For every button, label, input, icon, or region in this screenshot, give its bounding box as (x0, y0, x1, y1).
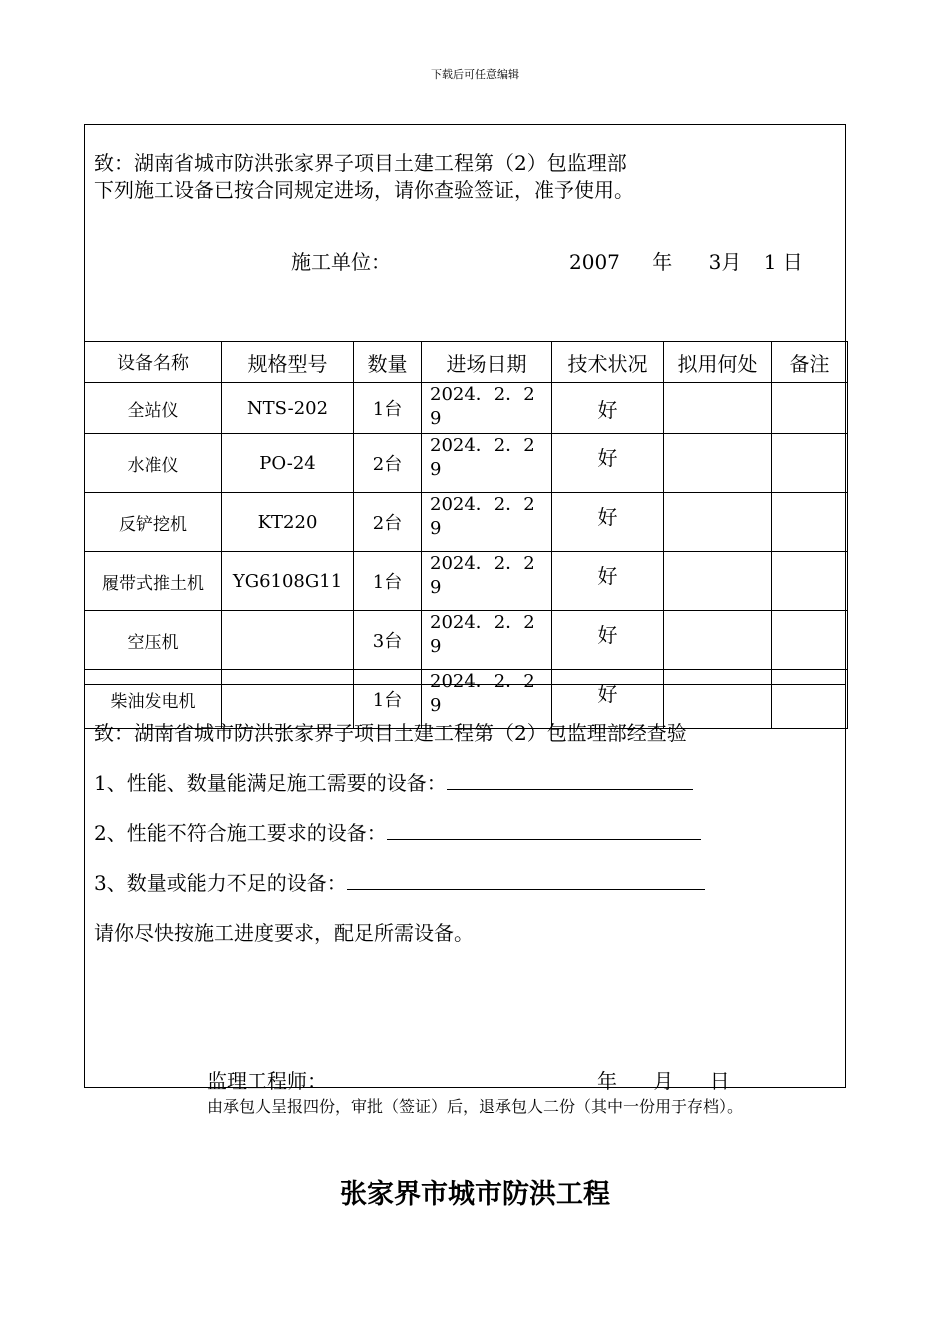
cell-note (772, 434, 848, 493)
equipment-entry-form (84, 124, 846, 1093)
review-item-1 (94, 767, 693, 796)
review-addressee-line: 致：湖南省城市防洪张家界子项目土建工程第（2）包监理部经查验 (94, 721, 687, 745)
header-model: 规格型号 (222, 342, 354, 383)
cell-use (664, 383, 772, 434)
table-row (85, 383, 848, 434)
cell-status: 好 (552, 611, 664, 670)
cell-note (772, 552, 848, 611)
cell-qty: 1台 (354, 670, 422, 729)
table-row (85, 552, 848, 611)
review-item-1-blank[interactable] (447, 769, 693, 790)
table-row (85, 493, 848, 552)
review-item-3-blank[interactable] (347, 869, 705, 890)
sign-year: 年 (597, 1069, 617, 1093)
cell-date: 2024．2．29 (422, 670, 552, 729)
header-status: 技术状况 (552, 342, 664, 383)
review-item-2-label: 2、性能不符合施工要求的设备： (94, 821, 387, 845)
cell-name: 空压机 (85, 611, 222, 670)
construction-unit-label: 施工单位： (291, 250, 391, 274)
sign-day: 日 (709, 1069, 730, 1093)
cell-name: 反铲挖机 (85, 493, 222, 552)
cell-status: 好 (552, 434, 664, 493)
cell-name: 履带式推土机 (85, 552, 222, 611)
table-row (85, 611, 848, 670)
submission-footnote: 由承包人呈报四份，审批（签证）后，退承包人二份（其中一份用于存档）。 (206, 1097, 743, 1116)
cell-note (772, 493, 848, 552)
header-qty: 数量 (354, 342, 422, 383)
addressee-line: 致：湖南省城市防洪张家界子项目土建工程第（2）包监理部 (94, 151, 627, 175)
cell-use (664, 434, 772, 493)
header-note: 下载后可任意编辑 (431, 68, 519, 81)
cell-status: 好 (552, 670, 664, 729)
review-item-2 (94, 817, 701, 846)
cell-model (222, 611, 354, 670)
cell-date: 2024．2．29 (422, 611, 552, 670)
review-request-line: 请你尽快按施工进度要求，配足所需设备。 (94, 921, 474, 945)
header-name: 设备名称 (85, 342, 222, 383)
review-item-2-blank[interactable] (387, 819, 701, 840)
cell-note (772, 383, 848, 434)
equipment-table (84, 341, 848, 729)
cell-use (664, 552, 772, 611)
cell-name: 柴油发电机 (85, 670, 222, 729)
cell-model: KT220 (222, 493, 354, 552)
submission-date (569, 246, 803, 275)
request-line: 下列施工设备已按合同规定进场，请你查验签证，准予使用。 (94, 178, 634, 202)
cell-status: 好 (552, 552, 664, 611)
review-item-3 (94, 867, 705, 896)
cell-model: NTS-202 (222, 383, 354, 434)
cell-name: 全站仪 (85, 383, 222, 434)
form-bottom-section (85, 684, 845, 1093)
cell-note (772, 611, 848, 670)
date-year: 2007 (569, 250, 620, 274)
cell-qty: 2台 (354, 434, 422, 493)
cell-model: PO-24 (222, 434, 354, 493)
form-top-section (85, 125, 845, 341)
header-use: 拟用何处 (664, 342, 772, 383)
cell-date: 2024．2．29 (422, 434, 552, 493)
cell-name: 水准仪 (85, 434, 222, 493)
review-item-1-label: 1、性能、数量能满足施工需要的设备： (94, 771, 447, 795)
cell-use (664, 493, 772, 552)
cell-qty: 3台 (354, 611, 422, 670)
cell-date: 2024．2．29 (422, 383, 552, 434)
cell-date: 2024．2．29 (422, 552, 552, 611)
cell-qty: 1台 (354, 552, 422, 611)
date-day: 1 日 (763, 250, 803, 274)
review-item-3-label: 3、数量或能力不足的设备： (94, 871, 347, 895)
cell-status: 好 (552, 493, 664, 552)
sign-month: 月 (653, 1069, 674, 1093)
project-title: 张家界市城市防洪工程 (340, 1179, 610, 1210)
date-year-char: 年 (652, 250, 673, 274)
date-month: 3月 (708, 250, 742, 274)
header-note: 备注 (772, 342, 848, 383)
cell-status: 好 (552, 383, 664, 434)
header-date: 进场日期 (422, 342, 552, 383)
cell-model: YG6108G11 (222, 552, 354, 611)
cell-date: 2024．2．29 (422, 493, 552, 552)
cell-use (664, 611, 772, 670)
table-row (85, 434, 848, 493)
cell-qty: 2台 (354, 493, 422, 552)
cell-qty: 1台 (354, 383, 422, 434)
engineer-signature-label: 监理工程师： (207, 1069, 327, 1093)
engineer-signature-date (597, 1065, 760, 1094)
table-header-row (85, 342, 848, 383)
